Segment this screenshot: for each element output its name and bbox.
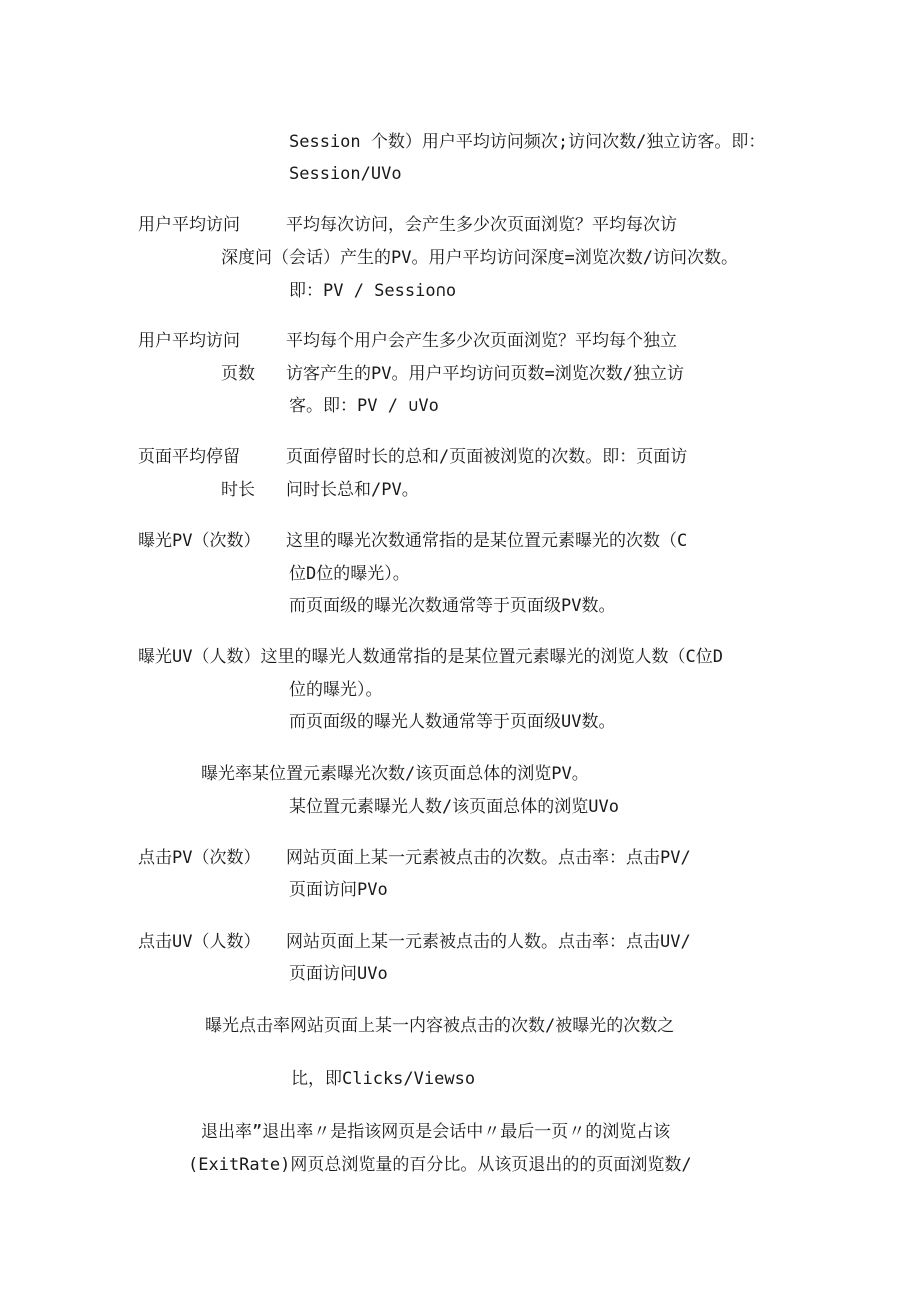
text-line: 页面停留时长的总和/页面被浏览的次数。即：页面访: [286, 447, 688, 467]
text-line: 平均每次访问，会产生多少次页面浏览？平均每次访: [286, 215, 677, 235]
text-line: 某位置元素曝光人数/该页面总体的浏览UVo: [289, 797, 619, 817]
term-label: 页面平均停留: [138, 447, 240, 467]
term-label: 用户平均访问: [138, 215, 240, 235]
text-line: 深度问（会话）产生的PV。用户平均访问深度=浏览次数/访问次数。: [221, 248, 738, 268]
text-line: 客。即：PV / ∪Vo: [289, 396, 439, 416]
text-line: 访客产生的PV。用户平均访问页数=浏览次数/独立访: [286, 364, 684, 384]
text-line: 问时长总和/PV。: [286, 480, 419, 500]
text-line: 网站页面上某一元素被点击的次数。点击率：点击PV/: [286, 848, 691, 868]
text-line: 比，即Clicks/Viewso: [291, 1069, 476, 1089]
text-line: 平均每个用户会产生多少次页面浏览？平均每个独立: [286, 331, 677, 351]
text-line: Session 个数）用户平均访问频次;访问次数/独立访客。即：: [289, 132, 766, 152]
text-line: 页面访问PVo: [289, 880, 388, 900]
text-line: Session/UVo: [289, 164, 402, 184]
text-line: 位的曝光）。: [289, 680, 383, 700]
text-line: 位D位的曝光）。: [289, 564, 410, 584]
term-label: 点击PV（次数）: [138, 848, 261, 868]
text-line: 退出率”退出率〃是指该网页是会话中〃最后一页〃的浏览占该: [201, 1122, 671, 1142]
text-line: 曝光率某位置元素曝光次数/该页面总体的浏览PV。: [201, 764, 589, 784]
text-line: 而页面级的曝光人数通常等于页面级UV数。: [289, 712, 616, 732]
term-label: 时长: [221, 480, 255, 500]
text-line: 页面访问UVo: [289, 964, 388, 984]
text-line: 而页面级的曝光次数通常等于页面级PV数。: [289, 596, 616, 616]
term-label: 页数: [221, 364, 255, 384]
text-line: (ExitRate)网页总浏览量的百分比。从该页退出的的页面浏览数/: [188, 1155, 692, 1175]
term-label: 点击UV（人数）: [138, 932, 261, 952]
text-line: 曝光UV（人数）这里的曝光人数通常指的是某位置元素曝光的浏览人数（C位D: [138, 647, 723, 667]
term-label: 曝光PV（次数）: [138, 531, 261, 551]
text-line: 这里的曝光次数通常指的是某位置元素曝光的次数（C: [286, 531, 688, 551]
text-line: 网站页面上某一元素被点击的人数。点击率：点击UV/: [286, 932, 691, 952]
text-line: 曝光点击率网站页面上某一内容被点击的次数/被曝光的次数之: [205, 1016, 675, 1036]
term-label: 用户平均访问: [138, 331, 240, 351]
text-line: 即：PV / Sessio∩o: [289, 281, 457, 301]
